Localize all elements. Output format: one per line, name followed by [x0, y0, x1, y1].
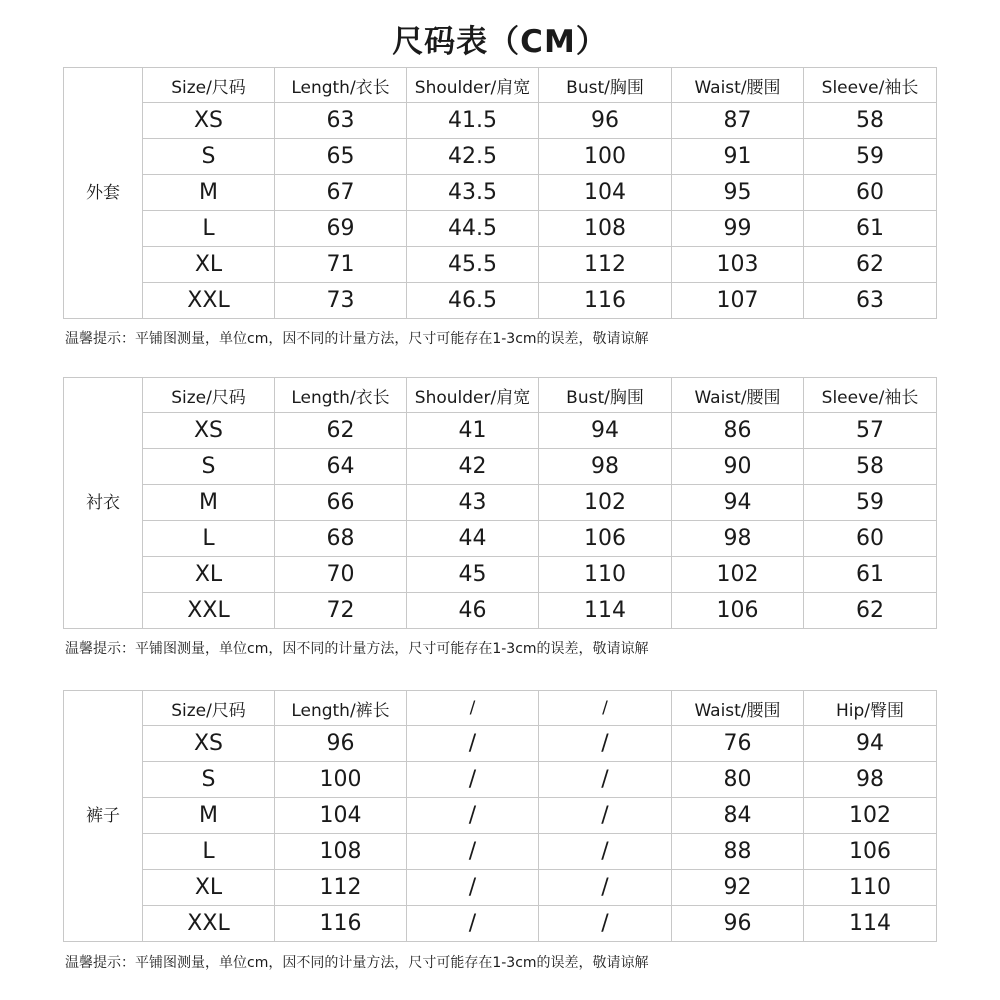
size-table-pants [63, 690, 937, 942]
category-label-text: 外套 [86, 183, 120, 203]
header-cell-hip: Hip/臀围 [804, 691, 937, 726]
table-cell: 96 [275, 726, 407, 762]
size-cell: XXL [143, 593, 275, 629]
table-cell: 72 [275, 593, 407, 629]
table-cell: 102 [672, 557, 804, 593]
table-cell: 45.5 [407, 247, 539, 283]
table-cell: 46 [407, 593, 539, 629]
table-cell: 41.5 [407, 103, 539, 139]
size-cell: XS [143, 726, 275, 762]
table-row [64, 211, 937, 247]
table-row [64, 906, 937, 942]
table-cell: 46.5 [407, 283, 539, 319]
table-cell: / [407, 906, 539, 942]
size-cell: L [143, 834, 275, 870]
size-cell: M [143, 175, 275, 211]
table-row [64, 175, 937, 211]
measurement-note: 温馨提示：平铺图测量，单位cm，因不同的计量方法，尺寸可能存在1-3cm的误差，敬请谅解 [65, 641, 649, 657]
table-cell: 99 [672, 211, 804, 247]
table-cell: / [407, 762, 539, 798]
table-row [64, 798, 937, 834]
table-cell: / [407, 726, 539, 762]
table-cell: 69 [275, 211, 407, 247]
table-cell: / [539, 870, 672, 906]
size-table-jacket [63, 67, 937, 319]
table-cell: 106 [672, 593, 804, 629]
table-cell: 61 [804, 557, 937, 593]
header-cell-size: Size/尺码 [143, 378, 275, 413]
table-cell: 112 [275, 870, 407, 906]
table-cell: 110 [804, 870, 937, 906]
table-cell: 42 [407, 449, 539, 485]
table-cell: 106 [804, 834, 937, 870]
header-cell-waist: Waist/腰围 [672, 378, 804, 413]
size-cell: S [143, 139, 275, 175]
table-cell: 84 [672, 798, 804, 834]
size-cell: S [143, 762, 275, 798]
table-row [64, 283, 937, 319]
measurement-note: 温馨提示：平铺图测量，单位cm，因不同的计量方法，尺寸可能存在1-3cm的误差，敬请谅解 [65, 955, 649, 971]
header-cell-waist: Waist/腰围 [672, 68, 804, 103]
table-cell: / [539, 762, 672, 798]
table-cell: 63 [804, 283, 937, 319]
header-cell-shoulder: Shoulder/肩宽 [407, 378, 539, 413]
header-cell-empty: / [539, 691, 672, 726]
table-row [64, 485, 937, 521]
table-cell: 106 [539, 521, 672, 557]
table-cell: 62 [275, 413, 407, 449]
category-label-text: 裤子 [86, 806, 120, 826]
table-row [64, 834, 937, 870]
size-cell: M [143, 485, 275, 521]
table-cell: 100 [275, 762, 407, 798]
header-cell-size: Size/尺码 [143, 68, 275, 103]
table-cell: 92 [672, 870, 804, 906]
table-cell: 68 [275, 521, 407, 557]
table-cell: 104 [539, 175, 672, 211]
table-row [64, 870, 937, 906]
table-row [64, 449, 937, 485]
header-cell-empty: / [407, 691, 539, 726]
table-cell: 58 [804, 103, 937, 139]
measurement-note: 温馨提示：平铺图测量，单位cm，因不同的计量方法，尺寸可能存在1-3cm的误差，敬请谅解 [65, 331, 649, 347]
size-cell: M [143, 798, 275, 834]
header-row [64, 68, 937, 103]
header-cell-waist: Waist/腰围 [672, 691, 804, 726]
table-cell: 65 [275, 139, 407, 175]
table-cell: 43 [407, 485, 539, 521]
category-label [64, 378, 143, 629]
table-cell: 41 [407, 413, 539, 449]
table-row [64, 762, 937, 798]
table-cell: 71 [275, 247, 407, 283]
header-cell-size: Size/尺码 [143, 691, 275, 726]
size-table-shirt [63, 377, 937, 629]
table-cell: 96 [539, 103, 672, 139]
table-cell: 98 [539, 449, 672, 485]
table-cell: 86 [672, 413, 804, 449]
table-cell: 64 [275, 449, 407, 485]
table-cell: / [407, 798, 539, 834]
table-cell: / [407, 834, 539, 870]
table-cell: 59 [804, 485, 937, 521]
table-cell: 108 [539, 211, 672, 247]
table-cell: 57 [804, 413, 937, 449]
table-cell: 108 [275, 834, 407, 870]
table-cell: 87 [672, 103, 804, 139]
table-cell: 104 [275, 798, 407, 834]
table-cell: / [539, 834, 672, 870]
table-row [64, 557, 937, 593]
size-cell: XL [143, 870, 275, 906]
table-row [64, 726, 937, 762]
table-cell: 88 [672, 834, 804, 870]
table-cell: 110 [539, 557, 672, 593]
table-cell: 114 [539, 593, 672, 629]
table-cell: 96 [672, 906, 804, 942]
table-cell: 60 [804, 521, 937, 557]
size-cell: XS [143, 103, 275, 139]
table-cell: 98 [672, 521, 804, 557]
table-cell: 61 [804, 211, 937, 247]
table-cell: 44.5 [407, 211, 539, 247]
table-cell: 76 [672, 726, 804, 762]
table-cell: 91 [672, 139, 804, 175]
size-cell: L [143, 211, 275, 247]
size-cell: XXL [143, 283, 275, 319]
size-cell: S [143, 449, 275, 485]
table-cell: 100 [539, 139, 672, 175]
table-cell: / [539, 726, 672, 762]
table-cell: 43.5 [407, 175, 539, 211]
table-cell: 94 [672, 485, 804, 521]
table-cell: 90 [672, 449, 804, 485]
table-cell: 116 [275, 906, 407, 942]
table-cell: 42.5 [407, 139, 539, 175]
table-cell: 45 [407, 557, 539, 593]
table-cell: / [539, 798, 672, 834]
table-cell: 103 [672, 247, 804, 283]
table-cell: 98 [804, 762, 937, 798]
table-cell: 80 [672, 762, 804, 798]
table-cell: 94 [804, 726, 937, 762]
table-cell: 63 [275, 103, 407, 139]
category-label [64, 68, 143, 319]
header-cell-sleeve: Sleeve/袖长 [804, 68, 937, 103]
table-cell: 102 [804, 798, 937, 834]
table-cell: 114 [804, 906, 937, 942]
size-cell: XS [143, 413, 275, 449]
page-title: 尺码表（CM） [392, 24, 608, 60]
table-cell: 62 [804, 593, 937, 629]
category-label [64, 691, 143, 942]
table-cell: 102 [539, 485, 672, 521]
header-cell-sleeve: Sleeve/袖长 [804, 378, 937, 413]
header-row [64, 691, 937, 726]
header-cell-shoulder: Shoulder/肩宽 [407, 68, 539, 103]
table-cell: 95 [672, 175, 804, 211]
table-cell: 44 [407, 521, 539, 557]
header-cell-length: Length/裤长 [275, 691, 407, 726]
table-cell: 94 [539, 413, 672, 449]
table-cell: 67 [275, 175, 407, 211]
table-cell: 116 [539, 283, 672, 319]
table-cell: 107 [672, 283, 804, 319]
table-row [64, 413, 937, 449]
table-row [64, 139, 937, 175]
size-cell: XXL [143, 906, 275, 942]
table-row [64, 247, 937, 283]
size-cell: XL [143, 557, 275, 593]
table-cell: / [407, 870, 539, 906]
header-cell-length: Length/衣长 [275, 378, 407, 413]
category-label-text: 衬衣 [86, 493, 120, 513]
header-cell-length: Length/衣长 [275, 68, 407, 103]
header-row [64, 378, 937, 413]
table-cell: 62 [804, 247, 937, 283]
size-cell: XL [143, 247, 275, 283]
table-cell: / [539, 906, 672, 942]
table-cell: 60 [804, 175, 937, 211]
size-cell: L [143, 521, 275, 557]
table-row [64, 103, 937, 139]
table-cell: 58 [804, 449, 937, 485]
table-row [64, 593, 937, 629]
table-cell: 112 [539, 247, 672, 283]
table-cell: 73 [275, 283, 407, 319]
table-row [64, 521, 937, 557]
table-cell: 59 [804, 139, 937, 175]
header-cell-bust: Bust/胸围 [539, 378, 672, 413]
header-cell-bust: Bust/胸围 [539, 68, 672, 103]
table-cell: 66 [275, 485, 407, 521]
table-cell: 70 [275, 557, 407, 593]
